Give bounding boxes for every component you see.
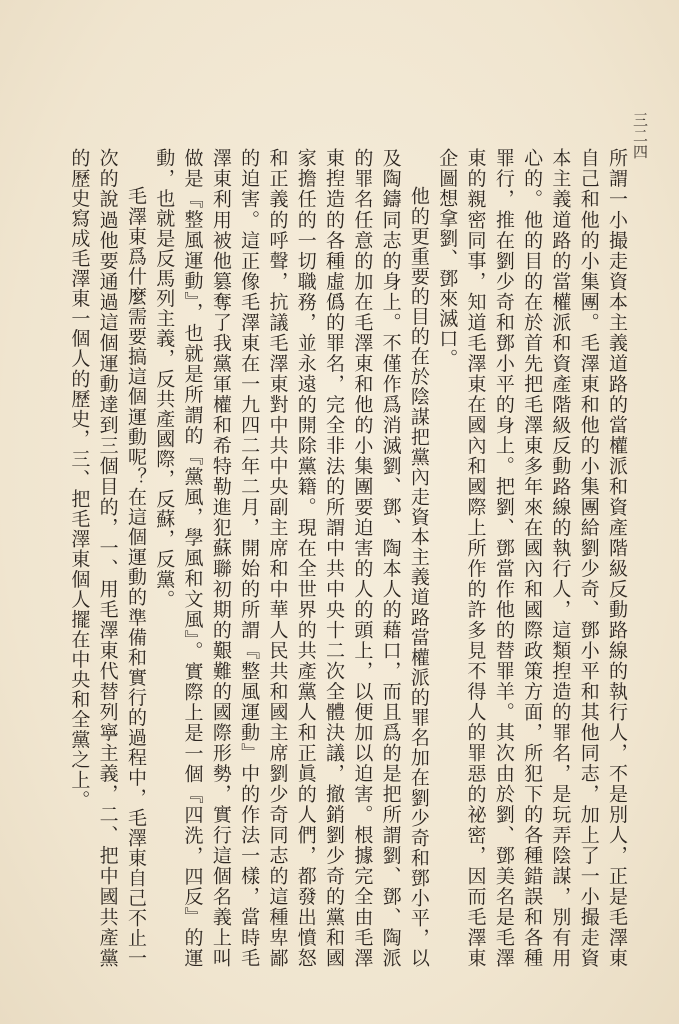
page-number: 三二四 bbox=[631, 112, 649, 160]
paragraph-3: 毛澤東爲什麼需要搞這個運動呢？在這個運動的準備和實行的過程中，毛澤東自己不止一次的說過他要通過這個運動達到三個目的，一、用毛澤東代替列寧主義，二、把中國共產黨的歷史寫成毛澤東一個人的歷史，三、把毛澤東個人擺在中央和全黨之上。 bbox=[68, 148, 147, 968]
paragraph-2: 他的更重要的目的在於陰謀把黨內走資本主義道路當權派的罪名加在劉少奇和鄧小平，以及陶鑄同志的身上。不僅作爲消滅劉、鄧、陶本人的藉口，而且爲的是把所謂劉、鄧、陶派的罪名任意的加在毛澤東和他的小集團要迫害的人的頭上，以便加以迫害。根據完全由毛澤東揑造的各種虛僞的罪名，完全非法的所謂中共中央十二次全體決議，撤銷劉少奇的黨和國家擔任的一切職務，並永遠的開除黨籍。現在全世界的共產黨人和正眞的人們，都發出憤怒和正義的呼聲，抗議毛澤東對中共中央副主席和中華人民共和國主席劉少奇同志的這種卑鄙的迫害。這正像毛澤東在一九四二年二月，開始的所謂『整風運動』中的作法一樣，當時毛澤東利用被他篡奪了我黨軍權和希特勒進犯蘇聯初期的艱難的國際形勢，實行這個名義上叫做是『整風運動』，也就是所謂的『黨風，學風和文風』。實際上是一個『四洗，四反』的運動，也就是反馬列主義，反共產國際，反蘇，反黨。 bbox=[153, 148, 430, 968]
body-text bbox=[65, 148, 631, 968]
paragraph-1: 所謂一小撮走資本主義道路的當權派和資產階級反動路線的執行人，不是別人，正是毛澤東自己和他的小集團。毛澤東和他的小集團給劉少奇、鄧小平和其他同志，加上了一小撮走資本主義道路的當權派和資產階級反動路線的執行人，這類揑造的罪名，是玩弄陰謀，別有用心的。他的目的在於首先把毛澤東多年來在國內和國際政策方面，所犯下的各種錯誤和各種罪行，推在劉少奇和鄧小平的身上。把劉、鄧當作他的替罪羊。其次由於劉、鄧美名是毛澤東的親密同事，知道毛澤東在國內和國際上所作的許多見不得人的罪惡的祕密，因而毛澤東企圖想拿劉、鄧來滅口。 bbox=[436, 148, 628, 968]
